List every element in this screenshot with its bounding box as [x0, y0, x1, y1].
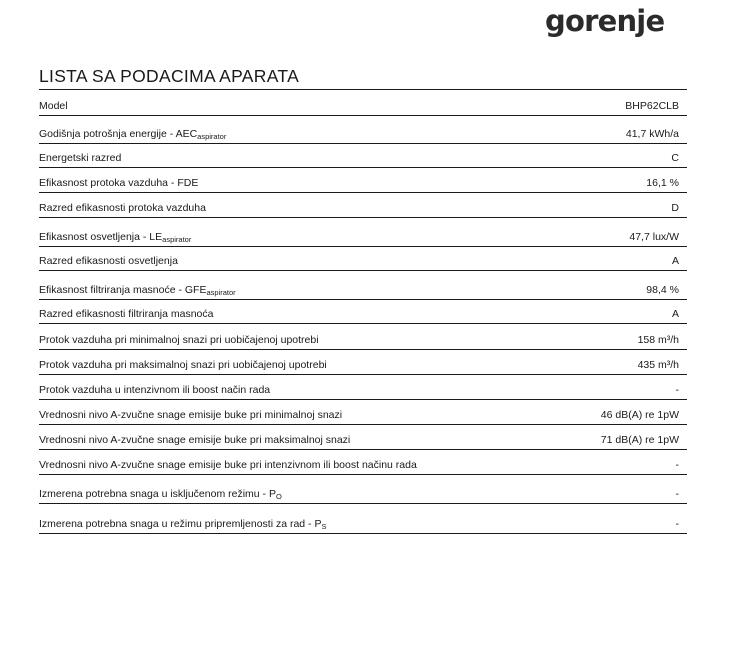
spec-label [39, 459, 417, 471]
spec-value: 71 dB(A) re 1pW [600, 434, 679, 446]
spec-label [39, 255, 178, 267]
spec-label-subscript: O [275, 492, 282, 501]
spec-label [39, 518, 327, 530]
spec-row [39, 350, 687, 375]
spec-label-text: Protok vazduha pri maksimalnoj snazi pri uobičajenoj upotrebi [39, 359, 327, 371]
spec-label [39, 409, 342, 421]
spec-value: 98,4 % [646, 284, 679, 296]
spec-label-text: Vrednosni nivo A-zvučne snage emisije buke pri minimalnoj snazi [39, 409, 343, 421]
spec-label [39, 231, 191, 243]
spec-label-text: Izmerena potrebna snaga u režimu pripremljenosti za rad - P [39, 518, 322, 530]
spec-label-text: Razred efikasnosti protoka vazduha [39, 202, 206, 214]
spec-label-subscript: aspirator [162, 235, 192, 244]
spec-label [39, 334, 319, 346]
brand-logo: gorenje [545, 4, 665, 38]
spec-label-text: Godišnja potrošnja energije - AEC [39, 128, 198, 140]
spec-label-text: Protok vazduha pri minimalnoj snazi pri uobičajenoj upotrebi [39, 334, 319, 346]
spec-label-text: Model [39, 100, 68, 112]
spec-row [39, 324, 687, 350]
spec-value: - [675, 518, 679, 530]
spec-label-text: Energetski razred [39, 152, 122, 164]
spec-row [39, 375, 687, 400]
spec-row [39, 504, 687, 533]
spec-row [39, 271, 687, 300]
spec-label-text: Efikasnost protoka vazduha - FDE [39, 177, 199, 189]
spec-value: BHP62CLB [625, 100, 679, 112]
spec-label-text: Protok vazduha u intenzivnom ili boost način rada [39, 384, 271, 396]
spec-value: 41,7 kWh/a [625, 128, 679, 140]
spec-label-text: Vrednosni nivo A-zvučne snage emisije buke pri intenzivnom ili boost načinu rada [39, 459, 417, 471]
spec-row [39, 116, 687, 144]
spec-label [39, 384, 270, 396]
spec-value: - [675, 459, 679, 471]
spec-label [39, 177, 198, 189]
spec-label [39, 359, 327, 371]
spec-row [39, 247, 687, 271]
spec-label-text: Razred efikasnosti osvetljenja [39, 255, 178, 267]
spec-label [39, 152, 121, 164]
spec-row [39, 168, 687, 193]
spec-label [39, 202, 206, 214]
spec-row [39, 300, 687, 324]
spec-value: D [671, 202, 679, 214]
spec-value: - [675, 488, 679, 500]
spec-table [39, 92, 687, 534]
spec-value: C [671, 152, 679, 164]
spec-label-text: Vrednosni nivo A-zvučne snage emisije buke pri maksimalnoj snazi [39, 434, 351, 446]
spec-value: 46 dB(A) re 1pW [600, 409, 679, 421]
spec-row [39, 218, 687, 247]
spec-label-subscript: aspirator [197, 132, 227, 141]
spec-value: 158 m³/h [637, 334, 679, 346]
spec-row [39, 144, 687, 168]
spec-label-text: Izmerena potrebna snaga u isključenom režimu - P [39, 488, 276, 500]
spec-row [39, 425, 687, 450]
spec-label [39, 128, 226, 140]
spec-label [39, 100, 68, 112]
spec-label [39, 488, 282, 500]
spec-label-subscript: S [321, 522, 327, 531]
spec-label [39, 434, 350, 446]
spec-value: 47,7 lux/W [629, 231, 679, 243]
spec-label-text: Efikasnost filtriranja masnoće - GFE [39, 284, 207, 296]
spec-row [39, 92, 687, 116]
spec-label [39, 308, 214, 320]
spec-label [39, 284, 236, 296]
spec-value: - [675, 384, 679, 396]
spec-row [39, 400, 687, 425]
spec-label-text: Razred efikasnosti filtriranja masnoća [39, 308, 214, 320]
spec-value: A [671, 255, 679, 267]
spec-value: A [671, 308, 679, 320]
spec-row [39, 193, 687, 218]
spec-row [39, 450, 687, 475]
spec-value: 16,1 % [646, 177, 679, 189]
spec-row [39, 475, 687, 504]
spec-value: 435 m³/h [637, 359, 679, 371]
page-title: LISTA SA PODACIMA APARATA [39, 66, 687, 90]
spec-label-subscript: aspirator [206, 288, 236, 297]
spec-label-text: Efikasnost osvetljenja - LE [39, 231, 163, 243]
